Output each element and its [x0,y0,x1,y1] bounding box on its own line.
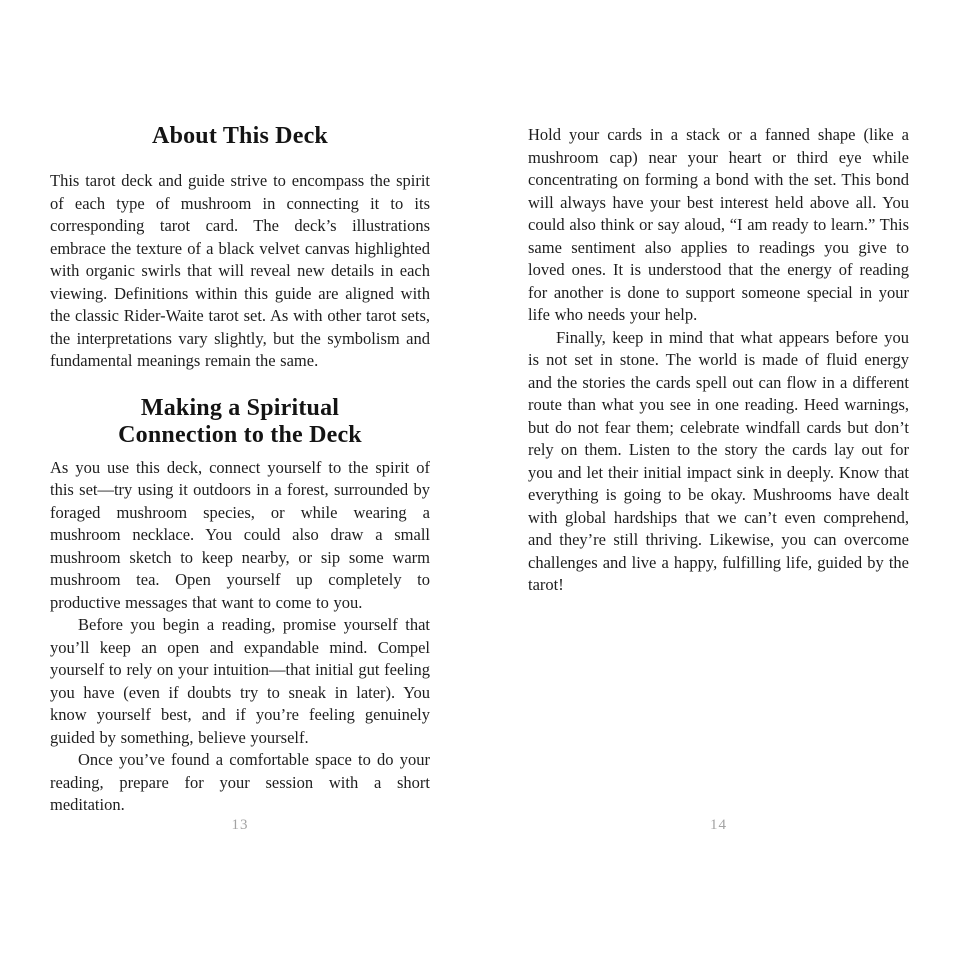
paragraph-comfortable-space: Once you’ve found a comfortable space to do your reading, prepare for your session with a short meditation. [50,750,430,814]
heading-line-1: Making a Spiritual [140,394,340,421]
page-number-right: 14 [710,817,727,833]
right-page-text-column [528,124,909,597]
paragraph-connect-spirit: As you use this deck, connect yourself to the spirit of this set—try using it outdoors in a forest, surrounded by foraged mushroom species, or while wearing a mushroom necklace. You could also draw a small mushroom sketch to keep nearby, or sip some warm mushroom tea. Open yourself up completely to productive messages that want to come to you. [50,457,430,612]
left-page-text-column [50,120,430,817]
paragraph-before-reading: Before you begin a reading, promise yourself that you’ll keep an open and expandable mind. Compel yourself to rely on your intuition—that initial gut feeling you have (even if doubts try to sneak in later). You know yourself best, and if you’re feeling genuinely guided by something, believe yourself. [50,615,430,747]
paragraph-hold-cards: Hold your cards in a stack or a fanned shape (like a mushroom cap) near your heart or third eye while concentrating on forming a bond with the set. This bond will always have your best interest held above all. You could also think or say aloud, “I am ready to learn.” This same sentiment also applies to readings you give to loved ones. It is understood that the energy of reading for another is done to support someone special in your life who needs your help. [528,125,909,324]
paragraph-about-deck: This tarot deck and guide strive to encompass the spirit of each type of mushroom in connecting it to its corresponding tarot card. The deck’s illustrations embrace the texture of a black velvet canvas highlighted with organic swirls that will reveal new details in each viewing. Definitions within this guide are aligned with the classic Rider-Waite tarot set. As with other tarot sets, the interpretations vary slightly, but the symbolism and fundamental meanings remain the same. [50,171,430,370]
heading-line-2: Connection to the Deck [118,421,362,448]
paragraph-finally-keep-in-mind: Finally, keep in mind that what appears before you is not set in stone. The world is made of fluid energy and the stories the cards spell out can flow in a different route than what you see in one reading. Heed warnings, but do not fear them; celebrate windfall cards but don’t rely on them. Listen to the story the cards lay out for you and let their initial impact sink in deeply. Know that everything is going to be okay. Mushrooms have dealt with global hardships that we can’t even comprehend, and they’re still thriving. Likewise, you can overcome challenges and live a happy, fulfilling life, guided by the tarot! [528,327,909,594]
page-number-left: 13 [231,817,249,833]
section-heading-spiritual-connection [50,395,430,449]
section-heading-about-this-deck: About This Deck [152,123,328,149]
